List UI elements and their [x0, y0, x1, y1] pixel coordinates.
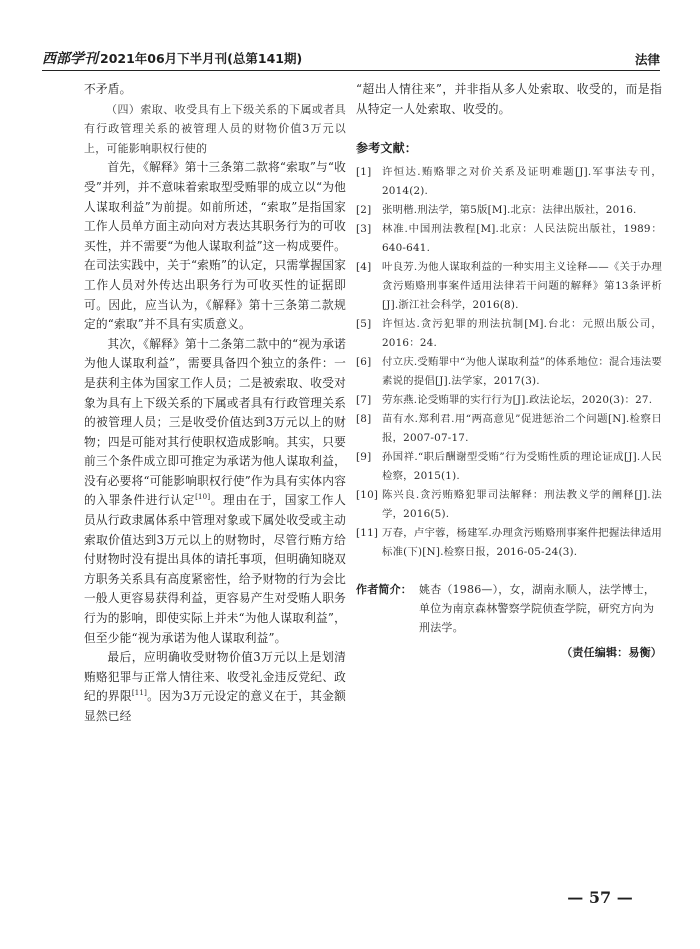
reference-number: [8]	[356, 412, 372, 425]
reference-text: 张明楷.刑法学，第5版[M].北京：法律出版社，2016.	[382, 203, 637, 216]
responsible-editor: （责任编辑：易衡）	[561, 645, 662, 659]
paragraph-continuation: 不矛盾。	[84, 82, 132, 96]
paragraph-first: 首先，《解释》第十三条第二款将“索取”与“收受”并列，并不意味着索取型受贿罪的成立以“为他人谋取利益”为前提。如前所述，“索取”是指国家工作人员单方面主动向对方表达其职务行为的可收买性，并不需要“为他人谋取利益”这一构成要件。在司法实践中，关于“索贿”的认定，只需掌握国家工作人员对外传达出职务行为可收买性的证据即可。因此，应当认为，《解释》第十三条第二款规定的“索取”并不具有实质意义。	[84, 160, 346, 332]
paragraph-second	[84, 335, 346, 649]
section-label: 法律	[634, 52, 660, 67]
reference-item	[356, 410, 662, 448]
reference-text: 劳东燕.论受贿罪的实行行为[J].政法论坛，2020(3)：27.	[382, 393, 653, 406]
reference-text: 林准.中国刑法教程[M].北京：人民法院出版社，1989：640-641.	[382, 222, 662, 254]
subheading-four: （四）索取、收受具有上下级关系的下属或者具有行政管理关系的被管理人员的财物价值3万元以上，可能影响职权行使的	[84, 102, 346, 155]
paragraph-second-part2: 。理由在于，国家工作人员从行政隶属体系中管理对象或下属处收受或主动索取价值达到3万元以上的财物时，尽管行贿方给付财物时没有提出具体的请托事项，但明确知晓双方职务关系具有高度紧密性，给予财物的行为会比一般人更容易获得利益，更容易产生对受贿人职务行为的影响，即使实际上并未“为他人谋取利益”，但至少能“视为承诺为他人谋取利益”。	[84, 493, 346, 645]
left-column	[84, 80, 346, 727]
author-bio	[356, 580, 662, 637]
reference-item	[356, 524, 662, 562]
reference-number: [5]	[356, 317, 372, 330]
running-header	[42, 46, 660, 68]
reference-number: [11]	[356, 526, 379, 539]
reference-number: [10]	[356, 488, 379, 501]
reference-number: [4]	[356, 260, 372, 273]
references-list	[356, 163, 662, 562]
paragraph-last-part2: 。因为3万元设定的意义在于，其金额显然已经	[84, 689, 346, 723]
reference-number: [3]	[356, 222, 372, 235]
references-title: 参考文献：	[356, 141, 418, 156]
journal-issue-line	[42, 48, 302, 68]
reference-text: 万春，卢宇蓉，杨建军.办理贪污贿赂刑事案件把握法律适用标准(下)[N].检察日报，2016-05-24(3).	[382, 526, 662, 558]
reference-text: 陈兴良.贪污贿赂犯罪司法解释：刑法教义学的阐释[J].法学，2016(5).	[382, 488, 662, 520]
reference-text: 孙国祥.“职后酬谢型受贿”行为受贿性质的理论证成[J].人民检察，2015(1).	[382, 450, 662, 482]
reference-item	[356, 448, 662, 486]
reference-text: 许恒达.贿赂罪之对价关系及证明难题[J].军事法专刊，2014(2).	[382, 165, 662, 197]
right-column	[356, 80, 662, 662]
page-number: — 57 —	[567, 888, 633, 907]
reference-number: [7]	[356, 393, 372, 406]
author-bio-text: 姚杏（1986—），女，湖南永顺人，法学博士，单位为南京森林警察学院侦查学院，研究方向为刑法学。	[419, 582, 656, 634]
reference-number: [1]	[356, 165, 372, 178]
reference-item	[356, 353, 662, 391]
reference-item	[356, 163, 662, 201]
reference-item	[356, 391, 662, 410]
reference-text: 苗有水.郑利君.用“两高意见”促进惩治二个问题[N].检察日报，2007-07-17.	[382, 412, 662, 444]
citation-11: [11]	[131, 689, 147, 698]
reference-number: [6]	[356, 355, 372, 368]
reference-item	[356, 201, 662, 220]
reference-item	[356, 315, 662, 353]
journal-name: 西部学刊	[42, 51, 98, 67]
reference-text: 付立庆.受贿罪中“为他人谋取利益”的体系地位：混合违法要素说的提倡[J].法学家，2017(3).	[382, 355, 662, 387]
paragraph-continued: “超出人情往来”，并非指从多人处索取、收受的，而是指从特定一人处索取、收受的。	[356, 82, 662, 116]
citation-10: [10]	[195, 493, 211, 502]
reference-text: 许恒达.贪污犯罪的刑法抗制[M].台北：元照出版公司，2016：24.	[382, 317, 662, 349]
paragraph-last	[84, 648, 346, 726]
reference-item	[356, 486, 662, 524]
issue-info: 2021年06月下半月刊(总第141期)	[100, 51, 303, 66]
reference-number: [2]	[356, 203, 372, 216]
paragraph-last-part1: 最后，应明确收受财物价值3万元以上是划清贿赂犯罪与正常人情往来、收受礼金违反党纪、政纪的界限	[84, 650, 346, 704]
author-bio-label: 作者简介：	[356, 582, 412, 596]
paragraph-second-part1: 其次，《解释》第十二条第二款中的“视为承诺为他人谋取利益”，需要具备四个独立的条件：一是获利主体为国家工作人员；二是被索取、收受对象为具有上下级关系的下属或者具有行政管理关系的被管理人员；三是收受价值达到3万元以上的财物；四是可能对其行使职权造成影响。其实，只要前三个条件成立即可推定为承诺为他人谋取利益，没有必要将“可能影响职权行使”作为具有实体内容的入罪条件进行认定	[84, 336, 346, 508]
reference-item	[356, 258, 662, 315]
reference-text: 叶良芳.为他人谋取利益的一种实用主义诠释——《关于办理贪污贿赂刑事案件适用法律若干问题的解释》第13条评析[J].浙江社会科学，2016(8).	[382, 260, 662, 311]
reference-item	[356, 220, 662, 258]
header-rule	[42, 70, 660, 71]
reference-number: [9]	[356, 450, 372, 463]
